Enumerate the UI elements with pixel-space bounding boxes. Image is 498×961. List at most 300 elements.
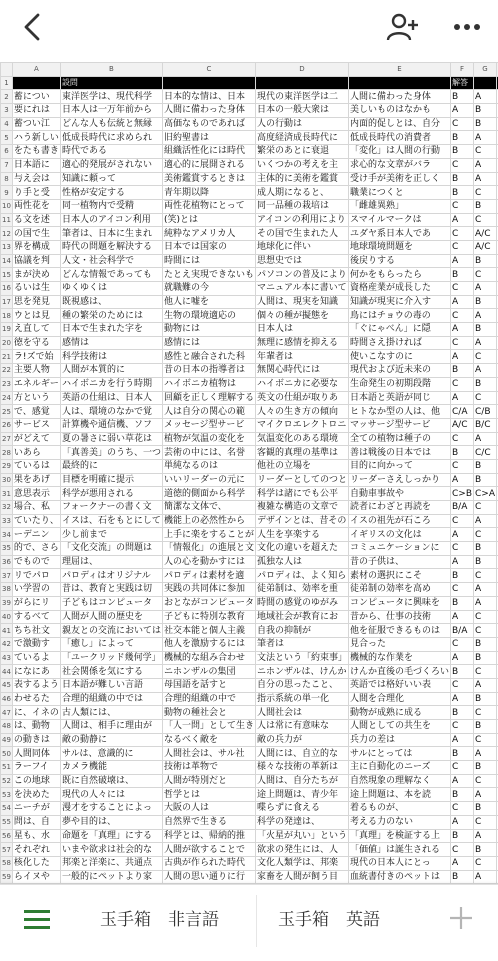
table-cell[interactable]: え直して [12,323,60,337]
table-cell[interactable]: 既視感は、 [60,295,162,309]
table-cell[interactable]: 「ぐにゃべん」に隠 [348,323,450,337]
table-cell[interactable]: 夢や目的は、 [60,815,162,829]
menu-list-icon[interactable] [24,909,50,931]
table-cell[interactable]: なるべく敵を [162,733,255,747]
table-cell[interactable]: B [474,199,497,213]
table-cell[interactable]: C [474,350,497,364]
row-number[interactable]: 18 [1,309,13,323]
table-cell[interactable]: 親友との交流においては [60,624,162,638]
table-cell[interactable]: 筆者は、日本に生まれ [60,227,162,241]
table-cell[interactable]: 社会関係を気にする [60,665,162,679]
row-number[interactable]: 6 [1,145,13,159]
table-cell[interactable]: A [451,391,474,405]
table-cell[interactable]: がらにリ [12,596,60,610]
table-cell[interactable]: 人間が欲することで [162,843,255,857]
table-cell[interactable]: ているよ [12,651,60,665]
table-cell[interactable]: 母国語を話すと [162,678,255,692]
table-cell[interactable]: で激動す [12,637,60,651]
table-cell[interactable]: 繁栄のあとに衰退 [255,145,348,159]
table-cell[interactable]: 純粋なアメリカ人 [162,227,255,241]
table-cell[interactable]: C [474,391,497,405]
table-cell[interactable]: C>B [451,487,474,501]
table-cell[interactable]: パロディはオリジナル [60,569,162,583]
table-cell[interactable]: 同一植物内で受精 [60,199,162,213]
table-cell[interactable]: ハイボニカに必要な [255,377,348,391]
table-cell[interactable]: C [451,843,474,857]
table-cell[interactable]: B [474,720,497,734]
table-cell[interactable]: 人間同体 [12,747,60,761]
table-cell[interactable]: B [451,829,474,843]
table-cell[interactable]: C [451,432,474,446]
table-cell[interactable] [474,76,497,90]
table-cell[interactable]: 日本的な情は、日本 [162,90,255,104]
table-cell[interactable]: 性格が安定する [60,186,162,200]
table-cell[interactable]: B [451,706,474,720]
table-cell[interactable]: 適心的発展がされない [60,158,162,172]
table-cell[interactable]: 子どもに特別な教育 [162,610,255,624]
table-cell[interactable]: B [474,295,497,309]
select-all-corner[interactable] [1,63,13,77]
table-cell[interactable]: C [451,802,474,816]
add-person-icon[interactable] [386,12,420,42]
row-number[interactable]: 54 [1,802,13,816]
table-cell[interactable]: C [474,186,497,200]
table-cell[interactable]: 計算機や通信機、ソフ [60,418,162,432]
row-number[interactable]: 41 [1,624,13,638]
table-cell[interactable]: A [474,282,497,296]
table-cell[interactable]: 自分の思ったこと、 [255,678,348,692]
sheet-tab[interactable]: 玉手箱 非言語 [100,905,240,935]
table-cell[interactable]: 着るものが、 [348,802,450,816]
table-cell[interactable]: 様々な技術の革新は [255,761,348,775]
row-number[interactable]: 56 [1,829,13,843]
table-cell[interactable]: C [474,815,497,829]
table-cell[interactable]: 合理的組織の中で [162,692,255,706]
table-cell[interactable]: C [451,336,474,350]
table-cell[interactable]: ハイボニカを行う時期 [60,377,162,391]
table-cell[interactable]: 社交本能と個人主義 [162,624,255,638]
table-cell[interactable]: 機能上の必然性から [162,514,255,528]
table-cell[interactable]: 人の心を動かすには [162,555,255,569]
table-cell[interactable]: A [451,610,474,624]
row-number[interactable]: 20 [1,336,13,350]
table-cell[interactable]: 考える力のない [348,815,450,829]
row-number[interactable]: 50 [1,747,13,761]
table-cell[interactable]: C [451,637,474,651]
table-cell[interactable]: A [474,583,497,597]
table-cell[interactable]: 機械的な組み合わせ [162,651,255,665]
column-header[interactable]: E [348,63,450,77]
table-cell[interactable]: B [451,747,474,761]
table-cell[interactable]: 客観的真理の基準は [255,446,348,460]
table-cell[interactable]: A [451,323,474,337]
table-cell[interactable]: メッセージ型サービ [162,418,255,432]
table-cell[interactable]: B [451,186,474,200]
table-cell[interactable]: 昔の日本の指導者は [162,364,255,378]
table-cell[interactable]: 主体的に美術を鑑賞 [255,172,348,186]
table-cell[interactable]: 人生を享楽する [255,528,348,542]
table-cell[interactable]: その国で生まれた人 [255,227,348,241]
table-cell[interactable]: ウとは見 [12,309,60,323]
table-cell[interactable]: B [474,637,497,651]
table-cell[interactable]: 東洋医学は、現代科学 [60,90,162,104]
table-cell[interactable]: 核化した [12,856,60,870]
row-number[interactable]: 55 [1,815,13,829]
table-cell[interactable]: パソコンの普及により [255,268,348,282]
row-number[interactable]: 27 [1,432,13,446]
table-cell[interactable]: 時代である [60,145,162,159]
table-cell[interactable]: 一般的にペットより家 [60,870,162,884]
table-cell[interactable]: 「人一問」として生き [162,720,255,734]
table-cell[interactable]: サルにとっては [348,747,450,761]
table-cell[interactable]: 人間は、現実を知識 [255,295,348,309]
table-cell[interactable]: の動きは [12,733,60,747]
table-cell[interactable]: 「雌雄異熟」 [348,199,450,213]
table-cell[interactable]: C [451,199,474,213]
table-cell[interactable]: 素材の選択にこそ [348,569,450,583]
table-cell[interactable]: C [474,665,497,679]
table-cell[interactable]: 現代の人々には [60,788,162,802]
table-cell[interactable]: 人間に備わった身体 [162,104,255,118]
table-cell[interactable]: 英語では格好いい表 [348,678,450,692]
row-number[interactable]: 36 [1,555,13,569]
table-cell[interactable]: A [474,158,497,172]
table-cell[interactable]: 他人を激励するには [162,637,255,651]
table-cell[interactable]: 自然界で生きる [162,815,255,829]
table-cell[interactable]: 鳥にはチョウの毒の [348,309,450,323]
table-cell[interactable]: この地球 [12,774,60,788]
table-cell[interactable]: いくつかの考えを主 [255,158,348,172]
table-cell[interactable]: 「情報化」の進展と文 [162,542,255,556]
table-cell[interactable]: 与え会は [12,172,60,186]
table-cell[interactable]: 「癒し」によって [60,637,162,651]
table-cell[interactable]: 回顧を正しく理解する [162,391,255,405]
row-number[interactable]: 29 [1,459,13,473]
table-cell[interactable]: B [451,268,474,282]
table-cell[interactable]: 時間には [162,254,255,268]
table-cell[interactable]: C [474,528,497,542]
row-number[interactable]: 7 [1,158,13,172]
table-cell[interactable]: ハイボニカ植物は [162,377,255,391]
table-cell[interactable]: A [451,104,474,118]
table-cell[interactable]: を決めた [12,788,60,802]
table-cell[interactable]: 命題を「真理」にする [60,829,162,843]
table-cell[interactable]: 時間さえ掛ければ [348,336,450,350]
table-cell[interactable]: 喋らずに食える [255,802,348,816]
row-number[interactable]: 9 [1,186,13,200]
table-cell[interactable]: C [474,213,497,227]
table-cell[interactable]: 思想史では [255,254,348,268]
header-cell-kaito[interactable]: 解答 [451,76,474,90]
table-cell[interactable]: 意思表示 [12,487,60,501]
table-cell[interactable]: C [474,145,497,159]
table-cell[interactable]: ニホンザルは、けんか [255,665,348,679]
table-cell[interactable]: 個々の種が擬態を [255,309,348,323]
table-cell[interactable]: B [451,665,474,679]
table-cell[interactable]: アイコンの利用により [255,213,348,227]
table-cell[interactable]: 他を征服できるものは [348,624,450,638]
table-cell[interactable]: コンピュータに興味を [348,596,450,610]
table-cell[interactable]: 日本語と英語が同じ [348,391,450,405]
table-cell[interactable]: A [474,309,497,323]
row-number[interactable]: 42 [1,637,13,651]
table-cell[interactable]: パロディは素材を適 [162,569,255,583]
table-cell[interactable]: 文法という「約束事」 [255,651,348,665]
row-number[interactable]: 13 [1,240,13,254]
table-cell[interactable]: A [474,678,497,692]
table-cell[interactable]: 両性花を [12,199,60,213]
table-cell[interactable]: 感情は [60,336,162,350]
table-cell[interactable]: A/C [474,240,497,254]
table-cell[interactable]: 時間の感覚のゆがみ [255,596,348,610]
table-cell[interactable]: 感性と融合された科 [162,350,255,364]
table-cell[interactable]: B [451,569,474,583]
table-cell[interactable]: A/C [451,418,474,432]
table-cell[interactable]: 蓄つい江 [12,117,60,131]
table-cell[interactable]: A [474,514,497,528]
sheet-table[interactable] [0,62,498,884]
table-cell[interactable]: 受け手が美術を正しく [348,172,450,186]
table-cell[interactable]: 徒弟制は、効率を重 [255,583,348,597]
table-cell[interactable]: 科学の発達は、 [255,815,348,829]
table-cell[interactable]: B [451,870,474,884]
table-cell[interactable]: 美しいものはなかも [348,104,450,118]
table-cell[interactable]: 無理に感情を抑える [255,336,348,350]
table-cell[interactable]: 上手に楽をすることが [162,528,255,542]
table-cell[interactable]: 科学が悪用される [60,487,162,501]
row-number[interactable]: 45 [1,678,13,692]
table-cell[interactable]: 内面的促しとは、自分 [348,117,450,131]
table-cell[interactable]: 複雑な構造の文章で [255,501,348,515]
table-cell[interactable]: イスの祖先が石ころ [348,514,450,528]
row-number[interactable]: 40 [1,610,13,624]
table-cell[interactable]: リーダーとしてのつと [255,473,348,487]
table-cell[interactable]: に、イネの [12,706,60,720]
table-cell[interactable]: B [451,364,474,378]
table-cell[interactable]: A/C [474,227,497,241]
table-cell[interactable]: 既に自然破壊は、 [60,774,162,788]
table-cell[interactable]: A [451,254,474,268]
table-cell[interactable]: 読者にわざと再読を [348,501,450,515]
table-cell[interactable]: 日本の一般大衆は [255,104,348,118]
table-cell[interactable]: 組織活性化には時代 [162,145,255,159]
table-cell[interactable]: 感情には [162,336,255,350]
table-cell[interactable]: C [474,569,497,583]
table-cell[interactable]: 古典が作られた時代 [162,856,255,870]
table-cell[interactable]: で、感覚 [12,405,60,419]
table-cell[interactable]: B [474,555,497,569]
table-cell[interactable]: 人間が本質的に [60,364,162,378]
table-cell[interactable]: 使いこなすのに [348,350,450,364]
table-cell[interactable]: B [474,377,497,391]
table-cell[interactable]: 人々の生き方の傾向 [255,405,348,419]
table-cell[interactable]: 漫才をすることによっ [60,802,162,816]
table-cell[interactable]: 高価なものであれば [162,117,255,131]
table-cell[interactable]: イギリスの文化は [348,528,450,542]
table-cell[interactable]: 動物の種社会と [162,706,255,720]
table-cell[interactable]: どんな人も伝統と無縁 [60,117,162,131]
table-cell[interactable]: C [451,761,474,775]
table-cell[interactable]: マイクロエレクトロニ [255,418,348,432]
row-number[interactable]: 19 [1,323,13,337]
table-cell[interactable]: C/B [474,405,497,419]
table-cell[interactable]: C/A [451,405,474,419]
row-number[interactable]: 22 [1,364,13,378]
table-cell[interactable]: 無関心時代には [255,364,348,378]
table-cell[interactable]: スマイルマークは [348,213,450,227]
table-cell[interactable]: C [451,227,474,241]
table-cell[interactable]: (笑)とは [162,213,255,227]
table-cell[interactable]: C [474,774,497,788]
table-cell[interactable]: C [451,459,474,473]
table-cell[interactable]: 果をあげ [12,473,60,487]
table-cell[interactable]: 理屈は、 [60,555,162,569]
table-cell[interactable]: 問は、自 [12,815,60,829]
table-cell[interactable]: 生物の環境適応の [162,309,255,323]
row-number[interactable]: 2 [1,90,13,104]
table-cell[interactable]: 「真理」を検証する上 [348,829,450,843]
table-cell[interactable]: 後戻りする [348,254,450,268]
table-cell[interactable]: 日本語が難しい言語 [60,678,162,692]
table-cell[interactable]: まが決め [12,268,60,282]
row-number[interactable]: 35 [1,542,13,556]
table-cell[interactable]: B [474,473,497,487]
table-cell[interactable]: 欲求の発生には、人 [255,843,348,857]
table-cell[interactable]: ているは [12,459,60,473]
table-cell[interactable]: A [474,432,497,446]
row-number[interactable]: 37 [1,569,13,583]
table-cell[interactable]: 血統書付きのペットは [348,870,450,884]
table-cell[interactable]: リーダーさえしっかり [348,473,450,487]
table-cell[interactable]: A [474,364,497,378]
table-cell[interactable]: 技術は革物で [162,761,255,775]
table-cell[interactable]: B [474,104,497,118]
table-cell[interactable]: サルは、意識的に [60,747,162,761]
table-cell[interactable]: 人間を合理化 [348,692,450,706]
table-cell[interactable]: A [474,172,497,186]
table-cell[interactable]: 他社の立場を [255,459,348,473]
table-cell[interactable]: ヒトなか型の人は、他 [348,405,450,419]
table-cell[interactable]: 簡潔な文体で、 [162,501,255,515]
table-cell[interactable]: C>A [474,487,497,501]
table-cell[interactable]: A [451,774,474,788]
table-cell[interactable]: デザインとは、昔その [255,514,348,528]
table-cell[interactable]: 人間が人間の歴史を [60,610,162,624]
row-number[interactable]: 53 [1,788,13,802]
table-cell[interactable]: 方という [12,391,60,405]
table-cell[interactable]: 何かをもらったら [348,268,450,282]
row-number[interactable]: 8 [1,172,13,186]
table-cell[interactable]: ラ!ズで始 [12,350,60,364]
table-cell[interactable]: フォークナーの書く文 [60,501,162,515]
table-cell[interactable]: 「ユークリッド幾何学」 [60,651,162,665]
column-header[interactable]: B [60,63,162,77]
table-cell[interactable]: 文化人類学は、邦楽 [255,856,348,870]
table-cell[interactable]: 古人類には、 [60,706,162,720]
table-cell[interactable] [255,76,348,90]
table-cell[interactable]: の国で生 [12,227,60,241]
table-cell[interactable]: 合理的組織の中では [60,692,162,706]
table-cell[interactable]: 地球環境問題を [348,240,450,254]
row-number[interactable]: 11 [1,213,13,227]
table-cell[interactable]: 旧約聖書は [162,131,255,145]
table-cell[interactable]: 他人に嘘を [162,295,255,309]
table-cell[interactable]: B [474,802,497,816]
row-number[interactable]: 15 [1,268,13,282]
table-cell[interactable]: 目的に向かって [348,459,450,473]
table-cell[interactable]: 人は自分の関心の範 [162,405,255,419]
table-cell[interactable]: C [474,501,497,515]
table-cell[interactable]: 自然現象の理解なく [348,774,450,788]
row-number[interactable]: 57 [1,843,13,857]
table-cell[interactable]: A [474,596,497,610]
table-cell[interactable]: A [474,90,497,104]
table-cell[interactable]: 職業につくと [348,186,450,200]
table-cell[interactable]: 夏の暑さに弱い草花は [60,432,162,446]
table-cell[interactable]: になにあ [12,665,60,679]
row-number[interactable]: 1 [1,76,13,90]
table-cell[interactable]: C [451,309,474,323]
row-number[interactable]: 43 [1,651,13,665]
table-cell[interactable]: いあら [12,446,60,460]
table-cell[interactable]: 科学とは、帰納的推 [162,829,255,843]
table-cell[interactable]: 日本人のアイコン利用 [60,213,162,227]
table-cell[interactable]: 昔の子供は、 [348,555,450,569]
table-cell[interactable]: 低成長時代の消費者 [348,131,450,145]
table-cell[interactable]: C [451,720,474,734]
table-cell[interactable]: 邦楽と洋楽に、共通点 [60,856,162,870]
table-cell[interactable]: 孤独な人は [255,555,348,569]
table-cell[interactable]: C [474,856,497,870]
table-cell[interactable]: る文を述 [12,213,60,227]
column-header[interactable]: D [255,63,348,77]
table-cell[interactable]: A [451,733,474,747]
table-cell[interactable]: B/A [451,501,474,515]
table-cell[interactable]: C [451,158,474,172]
row-number[interactable]: 52 [1,774,13,788]
table-cell[interactable]: でもので [12,555,60,569]
table-cell[interactable]: 途上問題は、青少年 [255,788,348,802]
row-number[interactable]: 30 [1,473,13,487]
table-cell[interactable]: 善は戦後の日本では [348,446,450,460]
table-cell[interactable]: 協議を判 [12,254,60,268]
table-cell[interactable]: C [451,542,474,556]
table-cell[interactable]: B [451,172,474,186]
row-number[interactable]: 58 [1,856,13,870]
table-cell[interactable]: A [451,815,474,829]
table-cell[interactable]: マッサージ型サービ [348,418,450,432]
table-cell[interactable]: いまや欲求は社会的な [60,843,162,857]
table-cell[interactable]: 日本人は一万年前から [60,104,162,118]
table-cell[interactable]: 敵の動静に [60,733,162,747]
table-cell[interactable]: 自我の抑制が [255,624,348,638]
row-number[interactable]: 49 [1,733,13,747]
table-cell[interactable]: 地球化に伴い [255,240,348,254]
table-cell[interactable]: B [474,459,497,473]
table-cell[interactable]: 科学技術は [60,350,162,364]
table-cell[interactable]: 指示系統の単一化 [255,692,348,706]
table-cell[interactable]: 子どもはコンピュータ [60,596,162,610]
row-number[interactable]: 34 [1,528,13,542]
table-cell[interactable]: A [451,651,474,665]
table-cell[interactable]: 自動車事故や [348,487,450,501]
table-cell[interactable]: 気温変化のある環境 [255,432,348,446]
table-cell[interactable]: ーデニン [12,528,60,542]
table-cell[interactable]: C [474,268,497,282]
row-number[interactable]: 32 [1,501,13,515]
table-cell[interactable]: エネルギー [12,377,60,391]
table-cell[interactable]: C [474,733,497,747]
